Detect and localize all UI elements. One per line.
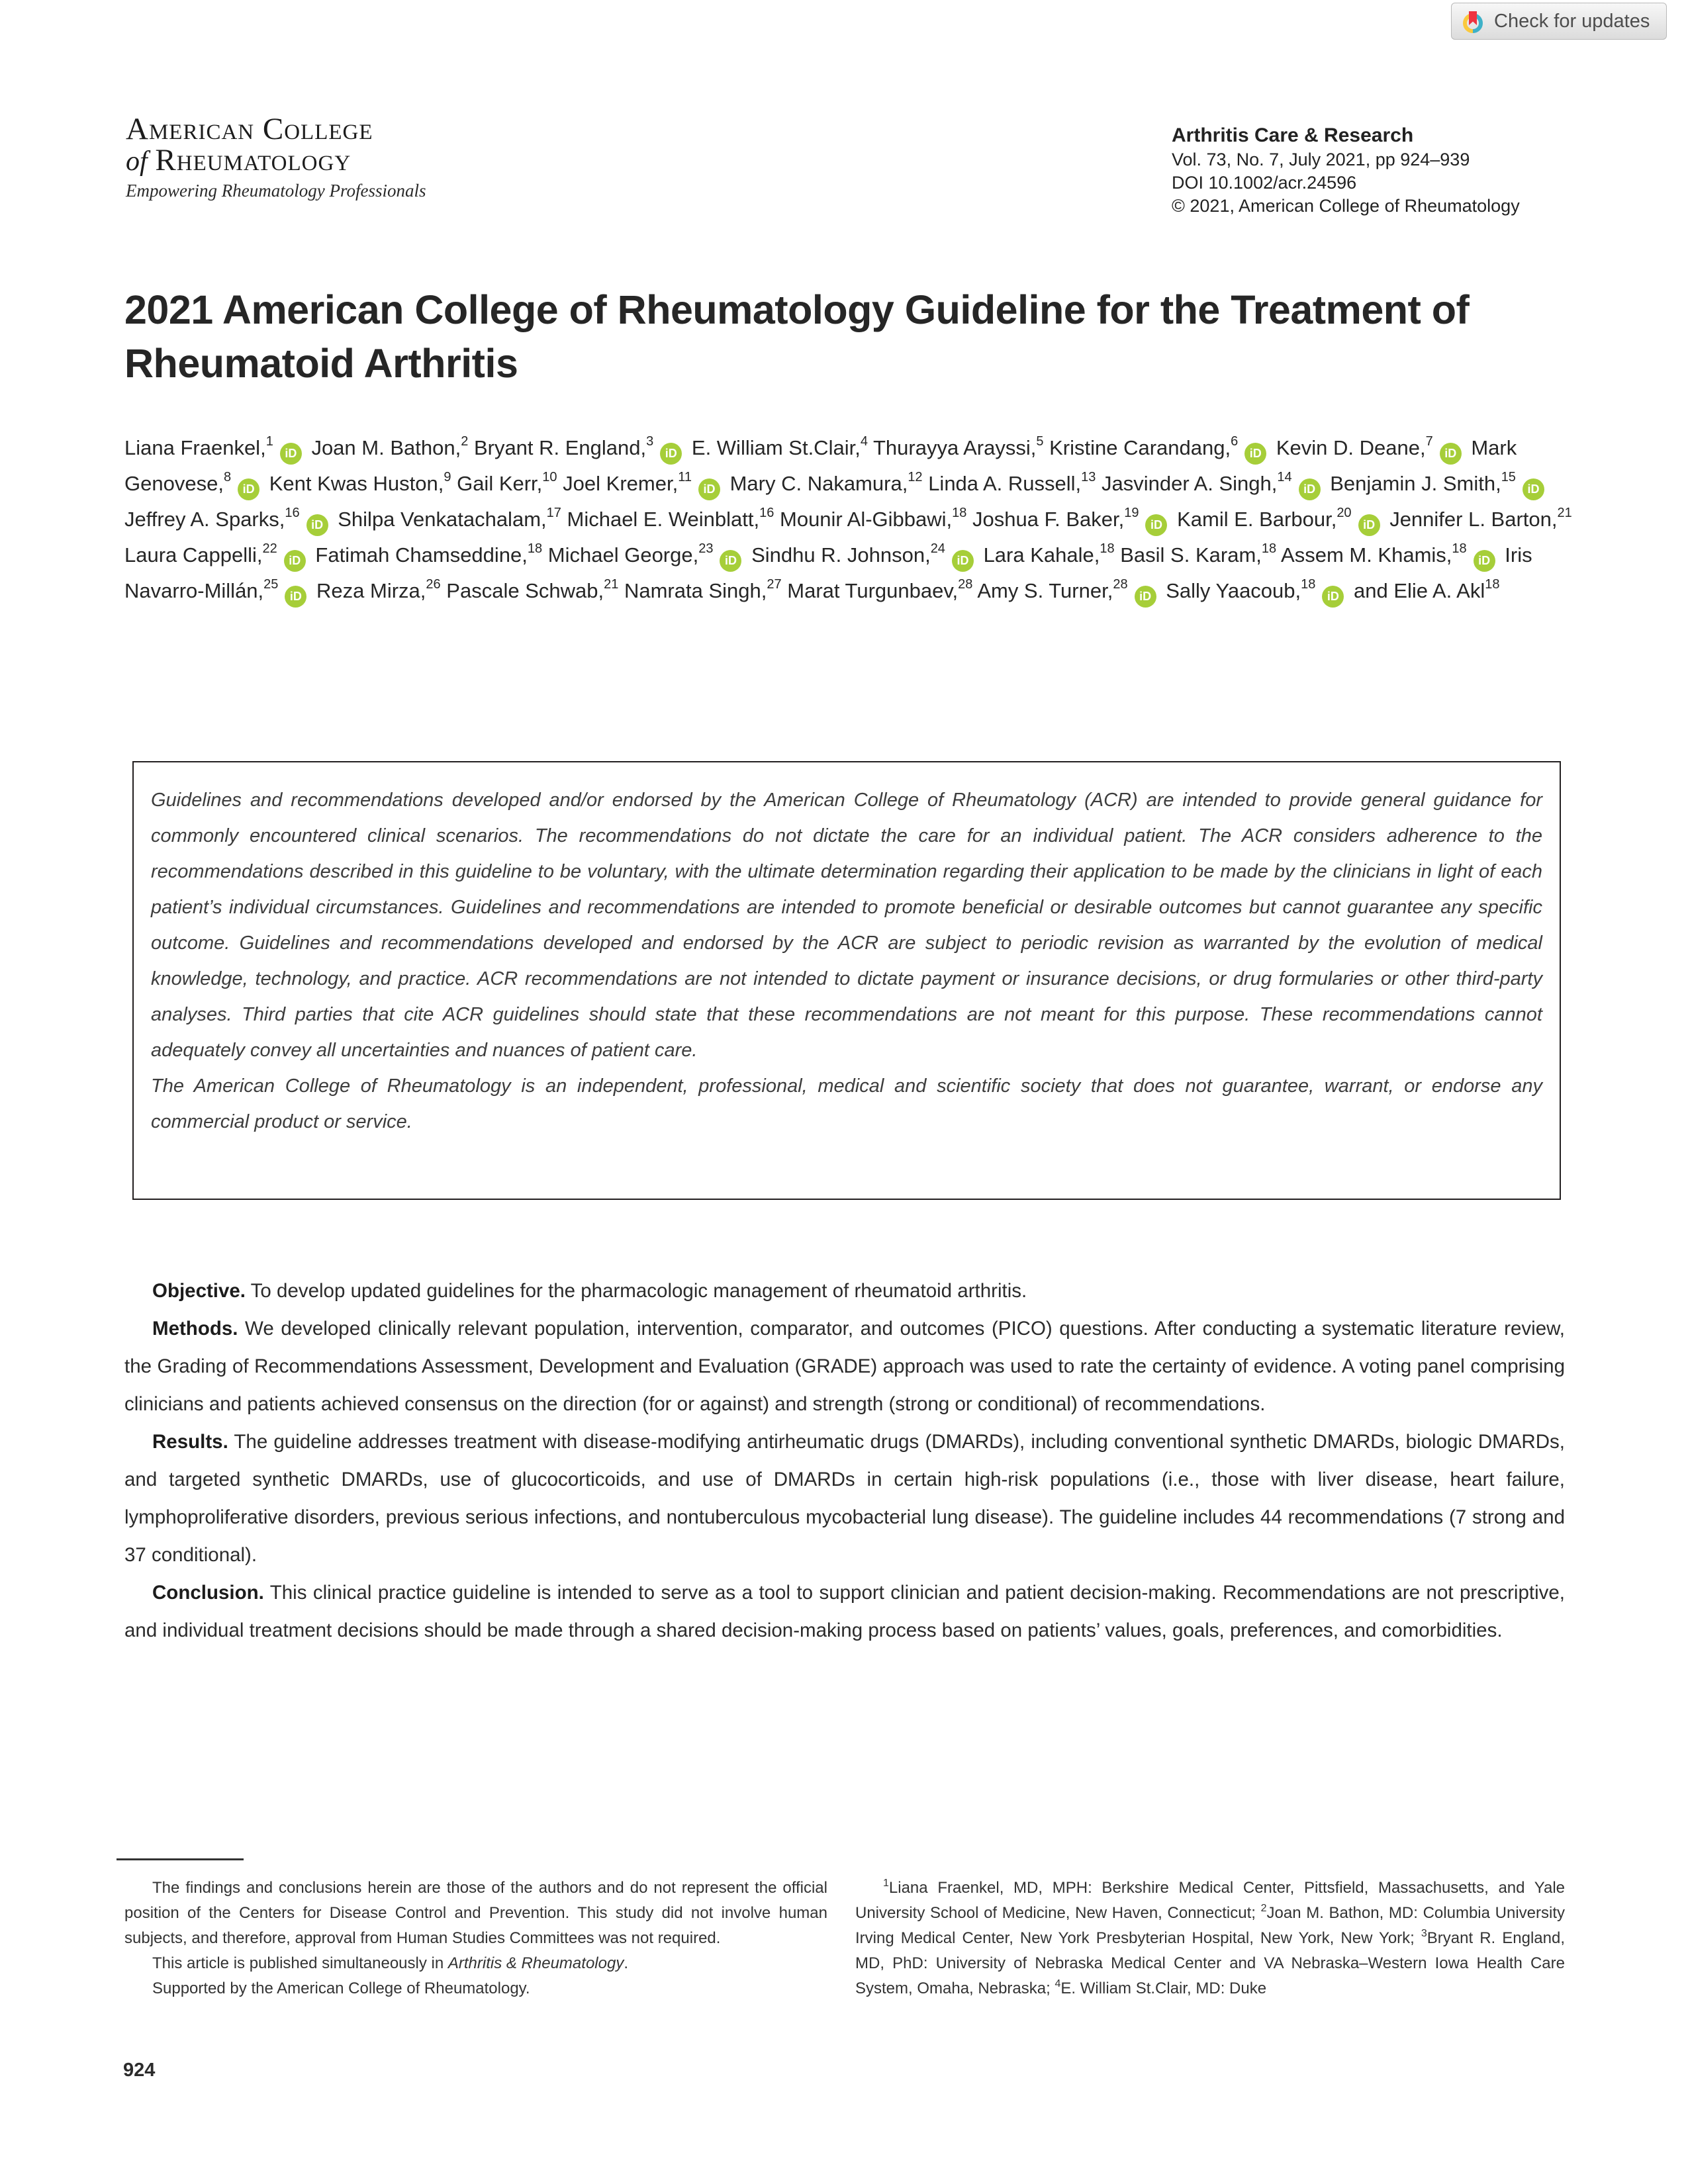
author: Mark Genovese,$^8$ xyxy=(124,436,1517,495)
abstract-conclusion-label: Conclusion. xyxy=(152,1582,264,1604)
author: Lara Kahale,$^{18}$ xyxy=(983,541,1115,567)
check-for-updates-label: Check for updates xyxy=(1494,10,1650,32)
affiliation-sup-3: 3 xyxy=(1421,1928,1427,1939)
author: Linda A. Russell,$^{13}$ xyxy=(928,470,1096,495)
journal-copyright: © 2021, American College of Rheumatology xyxy=(1172,196,1520,216)
author: E. William St.Clair,$^4$ xyxy=(691,434,868,459)
author-list xyxy=(124,430,1574,609)
affiliation-text-4: E. William St.Clair, MD: Duke xyxy=(1060,1979,1267,1997)
author-affiliation-sup: 11 xyxy=(678,470,692,484)
author-affiliation-sup: 23 xyxy=(698,541,714,556)
orcid-icon[interactable]: iD xyxy=(284,550,306,572)
footnote-support: Supported by the American College of Rheumatology. xyxy=(152,1979,530,1997)
author: Jennifer L. Barton,$^{21}$ xyxy=(1389,506,1572,531)
author-affiliation-sup: 7 xyxy=(1425,434,1433,449)
check-for-updates-button[interactable] xyxy=(1451,3,1667,40)
author-affiliation-sup: 6 xyxy=(1231,434,1239,449)
footnotes-left-column xyxy=(124,1876,827,2001)
author-affiliation-sup: 13 xyxy=(1081,470,1096,484)
acr-logo-tagline: Empowering Rheumatology Professionals xyxy=(126,181,426,201)
abstract-methods-label: Methods. xyxy=(152,1318,238,1340)
footnote-simultaneous-publication xyxy=(124,1951,827,1976)
author-affiliation-sup: 16 xyxy=(285,506,300,520)
author-affiliation-sup: 14 xyxy=(1277,470,1292,484)
author: Kristine Carandang,$^6$ xyxy=(1049,434,1239,459)
orcid-icon[interactable]: iD xyxy=(698,478,720,500)
author-affiliation-sup: 12 xyxy=(908,470,923,484)
author-affiliation-sup: 19 xyxy=(1124,506,1139,520)
orcid-icon[interactable]: iD xyxy=(720,550,741,572)
orcid-icon[interactable]: iD xyxy=(1358,514,1380,536)
author-affiliation-sup: 21 xyxy=(604,577,619,592)
author: Reza Mirza,$^{26}$ xyxy=(316,577,441,602)
author: Kevin D. Deane,$^7$ xyxy=(1276,434,1433,459)
orcid-icon[interactable]: iD xyxy=(1322,586,1344,608)
author: Michael E. Weinblatt,$^{16}$ xyxy=(567,506,774,531)
affiliation-sup-4: 4 xyxy=(1055,1978,1061,1989)
disclaimer-paragraph-1: Guidelines and recommendations developed and/or endorsed by the American College of Rheumatology (ACR) are intended to provide general guidance for commonly encountered clinical scenarios. The recommendations do not dictate the care for an individual patient. The ACR considers adherence to the recommendations described in this guideline to be voluntary, with the ultimate determination regarding their application to be made by the clinicians in light of each patient’s individual circumstances. Guidelines and recommendations are intended to promote beneficial or desirable outcomes but cannot guarantee any specific outcome. Guidelines and recommendations developed and endorsed by the ACR are subject to periodic revision as warranted by the evolution of medical knowledge, technology, and practice. ACR recommendations are not intended to dictate payment or insurance decisions, or drug formularies or other third-party analyses. Third parties that cite ACR guidelines should state that these recommendations are not meant for this purpose. These recommendations cannot adequately convey all uncertainties and nuances of patient care. xyxy=(151,790,1542,1061)
orcid-icon[interactable]: iD xyxy=(1474,550,1495,572)
orcid-icon[interactable]: iD xyxy=(1523,478,1544,500)
abstract-methods xyxy=(124,1310,1565,1423)
author-affiliation-sup: 26 xyxy=(426,577,441,592)
abstract-conclusion xyxy=(124,1574,1565,1649)
author: Michael George,$^{23}$ xyxy=(547,541,714,567)
author-affiliation-sup: 8 xyxy=(223,470,232,484)
author-affiliation-sup: 18 xyxy=(952,506,967,520)
abstract xyxy=(124,1272,1565,1649)
author-affiliation-sup: 18 xyxy=(1100,541,1115,556)
author-affiliation-sup: 18 xyxy=(1452,541,1467,556)
author: Sally Yaacoub,$^{18}$ xyxy=(1166,577,1316,602)
affiliation-text-3: Bryant R. England, MD, PhD: University of Nebraska Medical Center and VA Nebraska–Western Iowa Health Care System, Omaha, Nebraska; xyxy=(855,1929,1565,1997)
author: Namrata Singh,$^{27}$ xyxy=(624,577,782,602)
author-affiliation-sup: 3 xyxy=(646,434,654,449)
author: Joan M. Bathon,$^2$ xyxy=(311,434,469,459)
author-affiliation-sup: 18 xyxy=(1301,577,1316,592)
journal-doi: DOI 10.1002/acr.24596 xyxy=(1172,173,1357,193)
orcid-icon[interactable]: iD xyxy=(952,550,974,572)
author: Jasvinder A. Singh,$^{14}$ xyxy=(1101,470,1292,495)
author-affiliation-sup: 21 xyxy=(1557,506,1572,520)
author-affiliation-sup: 28 xyxy=(958,577,973,592)
author: Laura Cappelli,$^{22}$ xyxy=(124,541,277,567)
author-affiliation-sup: 18 xyxy=(527,541,543,556)
footnote-disclaimer: The findings and conclusions herein are those of the authors and do not represent the official position of the Centers for Disease Control and Prevention. This study did not involve human subjects, and therefore, approval from Human Studies Committees was not required. xyxy=(124,1879,827,1947)
author: Amy S. Turner,$^{28}$ xyxy=(977,577,1128,602)
author: Kamil E. Barbour,$^{20}$ xyxy=(1177,506,1352,531)
abstract-results-text: The guideline addresses treatment with disease-modifying antirheumatic drugs (DMARDs), including conventional synthetic DMARDs, biologic DMARDs, and targeted synthetic DMARDs, use of glucocorticoids, and use of DMARDs in certain high-risk populations (i.e., those with liver disease, heart failure, lymphoproliferative disorders, previous serious infections, and nontuberculous mycobacterial lung disease). The guideline includes 44 recommendations (7 strong and 37 conditional). xyxy=(124,1431,1565,1566)
abstract-objective-text: To develop updated guidelines for the pharmacologic management of rheumatoid arthritis. xyxy=(246,1280,1027,1302)
author-affiliation-sup: 5 xyxy=(1036,434,1044,449)
author: Mary C. Nakamura,$^{12}$ xyxy=(729,470,923,495)
abstract-results xyxy=(124,1423,1565,1574)
author-affiliation-sup: 27 xyxy=(767,577,782,592)
author: Shilpa Venkatachalam,$^{17}$ xyxy=(338,506,561,531)
author-affiliation-sup: 10 xyxy=(542,470,557,484)
author-affiliation-sup: 1 xyxy=(265,434,273,449)
disclaimer-box xyxy=(132,761,1561,1200)
author: Benjamin J. Smith,$^{15}$ xyxy=(1330,470,1516,495)
author-affiliation-sup: 25 xyxy=(263,577,279,592)
author: and Elie A. Akl$^{18}$ xyxy=(1354,577,1500,602)
orcid-icon[interactable]: iD xyxy=(280,443,302,465)
author: Sindhu R. Johnson,$^{24}$ xyxy=(751,541,945,567)
orcid-icon[interactable]: iD xyxy=(306,514,328,536)
author: Pascale Schwab,$^{21}$ xyxy=(446,577,619,602)
author-affiliation-sup: 18 xyxy=(1485,577,1500,592)
author: Jeffrey A. Sparks,$^{16}$ xyxy=(124,506,300,531)
author-affiliation-sup: 24 xyxy=(930,541,945,556)
author: Liana Fraenkel,$^1$ xyxy=(124,434,273,459)
author-affiliation-sup: 15 xyxy=(1501,470,1516,484)
abstract-methods-text: We developed clinically relevant population, intervention, comparator, and outcomes (PICO) questions. After conducting a systematic literature review, the Grading of Recommendations Assessment, Development and Evaluation (GRADE) approach was used to rate the certainty of evidence. A voting panel comprising clinicians and patients achieved consensus on the direction (for or against) and strength (strong or conditional) of recommendations. xyxy=(124,1318,1565,1415)
orcid-icon[interactable]: iD xyxy=(1244,443,1266,465)
affiliation-sup-1: 1 xyxy=(883,1878,889,1889)
acr-logo-of: of xyxy=(126,146,148,177)
abstract-objective-label: Objective. xyxy=(152,1280,246,1302)
footnote-divider xyxy=(117,1858,244,1860)
article-title: 2021 American College of Rheumatology Guideline for the Treatment of Rheumatoid Arthritis xyxy=(124,287,1470,386)
author-affiliation-sup: 2 xyxy=(461,434,469,449)
abstract-conclusion-text: This clinical practice guideline is intended to serve as a tool to support clinician and patient decision-making. Recommendations are not prescriptive, and individual treatment decisions should be made through a shared decision-making process based on patients’ values, goals, preferences, and comorbidities. xyxy=(124,1582,1565,1641)
author-affiliation-sup: 9 xyxy=(444,470,451,484)
affiliation-text-1: Liana Fraenkel, MD, MPH: Berkshire Medical Center, Pittsfield, Massachusetts, and Yale University School of Medicine, New Haven, Connecticut; xyxy=(855,1879,1565,1922)
footnotes-right-column xyxy=(855,1876,1565,2001)
affiliation-sup-2: 2 xyxy=(1260,1903,1267,1914)
orcid-icon[interactable]: iD xyxy=(1299,478,1321,500)
author-affiliation-sup: 20 xyxy=(1336,506,1352,520)
orcid-icon[interactable]: iD xyxy=(1145,514,1167,536)
orcid-icon[interactable]: iD xyxy=(1440,443,1462,465)
affiliations xyxy=(855,1876,1565,2001)
author-affiliation-sup: 4 xyxy=(860,434,868,449)
footnote-simultaneous-post: . xyxy=(624,1954,628,1972)
author-affiliation-sup: 28 xyxy=(1113,577,1128,592)
abstract-results-label: Results. xyxy=(152,1431,228,1453)
footnote-journal-italic: Arthritis & Rheumatology xyxy=(447,1954,624,1972)
author: Mounir Al-Gibbawi,$^{18}$ xyxy=(780,506,967,531)
journal-issue: Vol. 73, No. 7, July 2021, pp 924–939 xyxy=(1172,150,1470,169)
author-affiliation-sup: 18 xyxy=(1261,541,1277,556)
author: Thurayya Arayssi,$^5$ xyxy=(873,434,1044,459)
author: Iris Navarro-Millán,$^{25}$ xyxy=(124,543,1532,602)
author: Basil S. Karam,$^{18}$ xyxy=(1120,541,1277,567)
author: Bryant R. England,$^3$ xyxy=(473,434,654,459)
orcid-icon[interactable]: iD xyxy=(660,443,682,465)
author: Joel Kremer,$^{11}$ xyxy=(563,470,692,495)
footnote-simultaneous-pre: This article is published simultaneously in xyxy=(152,1954,448,1972)
author-affiliation-sup: 17 xyxy=(546,506,561,520)
author: Marat Turgunbaev,$^{28}$ xyxy=(787,577,973,602)
journal-info xyxy=(1172,123,1520,218)
author: Assem M. Khamis,$^{18}$ xyxy=(1281,541,1467,567)
orcid-icon[interactable]: iD xyxy=(1135,586,1156,608)
affiliation-text-2: Joan M. Bathon, MD: Columbia University Irving Medical Center, New York Presbyterian Hospital, New York, New York; xyxy=(855,1904,1565,1947)
author: Fatimah Chamseddine,$^{18}$ xyxy=(315,541,543,567)
author-affiliation-sup: 22 xyxy=(262,541,277,556)
author: Gail Kerr,$^{10}$ xyxy=(457,470,557,495)
author-affiliation-sup: 16 xyxy=(759,506,774,520)
orcid-icon[interactable]: iD xyxy=(238,478,259,500)
acr-logo xyxy=(126,114,426,204)
crossmark-icon xyxy=(1460,8,1486,34)
abstract-objective xyxy=(124,1272,1565,1310)
orcid-icon[interactable]: iD xyxy=(285,586,306,608)
author: Joshua F. Baker,$^{19}$ xyxy=(972,506,1139,531)
disclaimer-paragraph-2: The American College of Rheumatology is an independent, professional, medical and scientific society that does not guarantee, warrant, or endorse any commercial product or service. xyxy=(151,1075,1542,1132)
acr-logo-line1: American College xyxy=(126,112,373,146)
journal-name: Arthritis Care & Research xyxy=(1172,124,1414,146)
acr-logo-name: Rheumatology xyxy=(155,143,352,177)
author: Kent Kwas Huston,$^9$ xyxy=(269,470,451,495)
acr-logo-line2 xyxy=(126,144,426,177)
page-number: 924 xyxy=(123,2060,156,2081)
